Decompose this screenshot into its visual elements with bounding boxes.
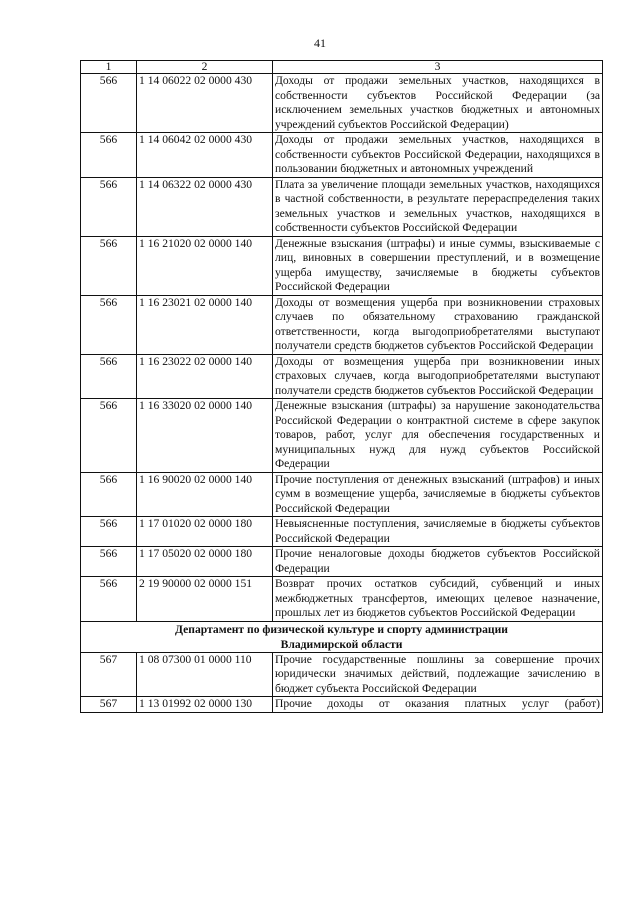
revenue-name-cell: Прочие неналоговые доходы бюджетов субъектов Российской Федерации (273, 547, 603, 577)
budget-code-cell: 1 16 33020 02 0000 140 (137, 399, 273, 473)
admin-code-cell: 566 (81, 295, 137, 354)
table-row (81, 295, 603, 354)
admin-code-cell: 566 (81, 133, 137, 178)
budget-code-cell: 1 16 90020 02 0000 140 (137, 472, 273, 517)
revenue-administrators-table (80, 60, 603, 713)
budget-code-cell: 1 17 05020 02 0000 180 (137, 547, 273, 577)
budget-code-cell: 1 16 23022 02 0000 140 (137, 354, 273, 399)
admin-code-cell: 566 (81, 177, 137, 236)
table-row (81, 236, 603, 295)
revenue-name-cell: Возврат прочих остатков субсидий, субвенций и иных межбюджетных трансфертов, имеющих целевое назначение, прошлых лет из бюджетов субъектов Российской Федерации (273, 577, 603, 622)
table-row (81, 517, 603, 547)
revenue-name-cell: Доходы от возмещения ущерба при возникновении иных страховых случаев, когда выгодоприобретателями выступают получатели средств бюджетов субъектов Российской Федерации (273, 354, 603, 399)
table-row (81, 697, 603, 713)
admin-code-cell: 566 (81, 517, 137, 547)
budget-code-cell: 1 13 01992 02 0000 130 (137, 697, 273, 713)
table-row (81, 652, 603, 697)
admin-code-cell: 566 (81, 236, 137, 295)
revenue-name-cell: Денежные взыскания (штрафы) и иные суммы, взыскиваемые с лиц, виновных в совершении преступлений, и в возмещение ущерба имуществу, зачисляемые в бюджеты субъектов Российской Федерации (273, 236, 603, 295)
budget-code-cell: 1 16 21020 02 0000 140 (137, 236, 273, 295)
column-header: 3 (273, 61, 603, 74)
table-header-row (81, 61, 603, 74)
section-heading-row (81, 621, 603, 652)
table-row (81, 472, 603, 517)
admin-code-cell: 566 (81, 472, 137, 517)
budget-code-cell: 1 14 06322 02 0000 430 (137, 177, 273, 236)
revenue-name-cell: Плата за увеличение площади земельных участков, находящихся в частной собственности, в результате перераспределения таких земельных участков и земельных участков, находящихся в собственности субъектов Российской Федерации (273, 177, 603, 236)
revenue-name-cell: Прочие государственные пошлины за совершение прочих юридически значимых действий, подлежащие зачислению в бюджет субъекта Российской Федерации (273, 652, 603, 697)
budget-code-cell: 1 14 06042 02 0000 430 (137, 133, 273, 178)
revenue-name-cell: Доходы от продажи земельных участков, находящихся в собственности субъектов Российской Федерации (за исключением земельных участков бюджетных и автономных учреждений субъектов Российской Федерации) (273, 74, 603, 133)
admin-code-cell: 566 (81, 74, 137, 133)
section-heading-line: Департамент по физической культуре и спорту администрации (175, 622, 508, 636)
table-row (81, 577, 603, 622)
table-row (81, 177, 603, 236)
budget-code-cell: 1 16 23021 02 0000 140 (137, 295, 273, 354)
table-row (81, 133, 603, 178)
page-number: 41 (314, 36, 326, 50)
budget-code-cell: 1 17 01020 02 0000 180 (137, 517, 273, 547)
revenue-name-cell: Невыясненные поступления, зачисляемые в бюджеты субъектов Российской Федерации (273, 517, 603, 547)
revenue-name-cell: Прочие доходы от оказания платных услуг (работ) (273, 697, 603, 713)
budget-code-cell: 2 19 90000 02 0000 151 (137, 577, 273, 622)
admin-code-cell: 566 (81, 354, 137, 399)
admin-code-cell: 566 (81, 577, 137, 622)
revenue-name-cell: Прочие поступления от денежных взысканий (штрафов) и иных сумм в возмещение ущерба, зачисляемые в бюджеты субъектов Российской Федерации (273, 472, 603, 517)
revenue-name-cell: Доходы от продажи земельных участков, находящихся в собственности субъектов Российской Федерации, находящихся в пользовании бюджетных и автономных учреждений (273, 133, 603, 178)
admin-code-cell: 567 (81, 652, 137, 697)
table-row (81, 354, 603, 399)
section-heading-line: Владимирской области (280, 637, 403, 651)
revenue-name-cell: Доходы от возмещения ущерба при возникновении страховых случаев по обязательному страхованию гражданской ответственности, когда выгодоприобретателями выступают получатели средств бюджетов субъектов Российской Федерации (273, 295, 603, 354)
section-heading (81, 621, 603, 652)
table-row (81, 399, 603, 473)
admin-code-cell: 566 (81, 547, 137, 577)
admin-code-cell: 566 (81, 399, 137, 473)
column-header: 1 (81, 61, 137, 74)
revenue-name-cell: Денежные взыскания (штрафы) за нарушение законодательства Российской Федерации о контрактной системе в сфере закупок товаров, работ, услуг для обеспечения государственных и муниципальных нужд для нужд субъектов Российской Федерации (273, 399, 603, 473)
budget-code-cell: 1 14 06022 02 0000 430 (137, 74, 273, 133)
budget-code-cell: 1 08 07300 01 0000 110 (137, 652, 273, 697)
admin-code-cell: 567 (81, 697, 137, 713)
column-header: 2 (137, 61, 273, 74)
table-row (81, 74, 603, 133)
table-row (81, 547, 603, 577)
